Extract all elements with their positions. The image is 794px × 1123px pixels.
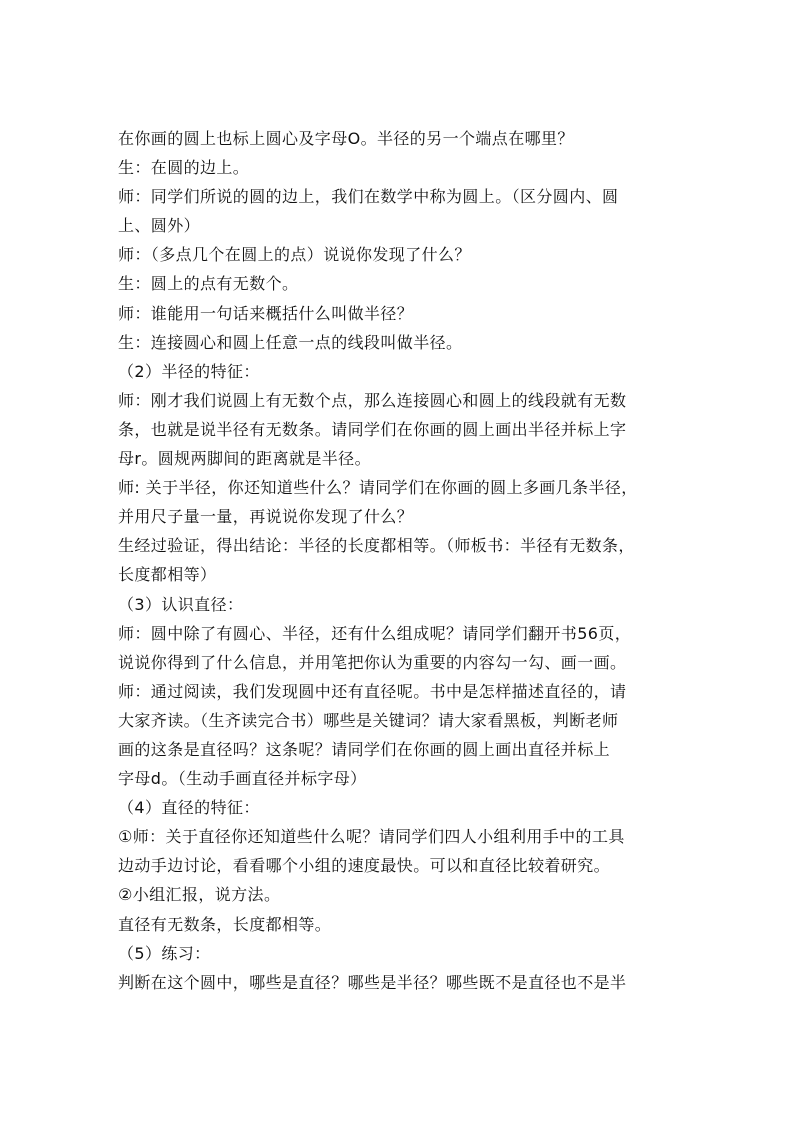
text-line: 师：谁能用一句话来概括什么叫做半径？ (118, 303, 414, 323)
section-heading: （5）练习： (118, 943, 211, 963)
text-line: 母r。圆规两脚间的距离就是半径。 (118, 449, 371, 469)
text-line: 边动手边讨论，看看哪个小组的速度最快。可以和直径比较着研究。 (118, 856, 611, 876)
text-line: 生：圆上的点有无数个。 (118, 274, 299, 294)
text-line: 说说你得到了什么信息，并用笔把你认为重要的内容勾一勾、画一画。 (118, 652, 627, 672)
text-line: 师：（多点几个在圆上的点）说说你发现了什么？ (118, 245, 471, 265)
text-line: 师：同学们所说的圆的边上，我们在数学中称为圆上。（区分圆内、圆 (118, 187, 619, 207)
text-line: 师：通过阅读，我们发现圆中还有直径呢。书中是怎样描述直径的，请 (118, 681, 627, 701)
text-line: 大家齐读。（生齐读完合书）哪些是关键词？请大家看黑板，判断老师 (118, 710, 619, 730)
section-heading: （4）直径的特征： (118, 798, 260, 818)
text-line: ①师：关于直径你还知道些什么呢？请同学们四人小组利用手中的工具 (118, 827, 625, 847)
text-line: ②小组汇报，说方法。 (118, 885, 281, 905)
text-line: 画的这条是直径吗？这条呢？请同学们在你画的圆上画出直径并标上 (118, 739, 611, 759)
text-line: 在你画的圆上也标上圆心及字母O。半径的另一个端点在哪里？ (118, 129, 574, 148)
text-line: 并用尺子量一量，再说说你发现了什么？ (118, 507, 414, 527)
document-body (118, 124, 706, 997)
text-line: 生经过验证，得出结论：半径的长度都相等。（师板书：半径有无数条， (118, 536, 635, 556)
text-line: 上、圆外） (118, 216, 201, 236)
text-line: 生：在圆的边上。 (118, 158, 250, 178)
text-line: 长度都相等） (118, 565, 217, 585)
text-line: 条，也就是说半径有无数条。请同学们在你画的圆上画出半径并标上字 (118, 419, 627, 439)
text-line: 生：连接圆心和圆上任意一点的线段叫做半径。 (118, 332, 463, 352)
text-line: 师：圆中除了有圆心、半径，还有什么组成呢？请同学们翻开书56页， (118, 623, 632, 643)
text-line: 判断在这个圆中，哪些是直径？哪些是半径？哪些既不是直径也不是半 (118, 972, 627, 992)
section-heading: （3）认识直径： (118, 594, 244, 614)
text-line: 直径有无数条，长度都相等。 (118, 914, 332, 934)
text-line: 师: 关于半径，你还知道些什么？请同学们在你画的圆上多画几条半径， (118, 478, 638, 498)
text-line: 字母d。（生动手画直径并标字母） (118, 769, 367, 789)
text-line: 师：刚才我们说圆上有无数个点，那么连接圆心和圆上的线段就有无数 (118, 390, 627, 410)
section-heading: （2）半径的特征： (118, 361, 260, 381)
